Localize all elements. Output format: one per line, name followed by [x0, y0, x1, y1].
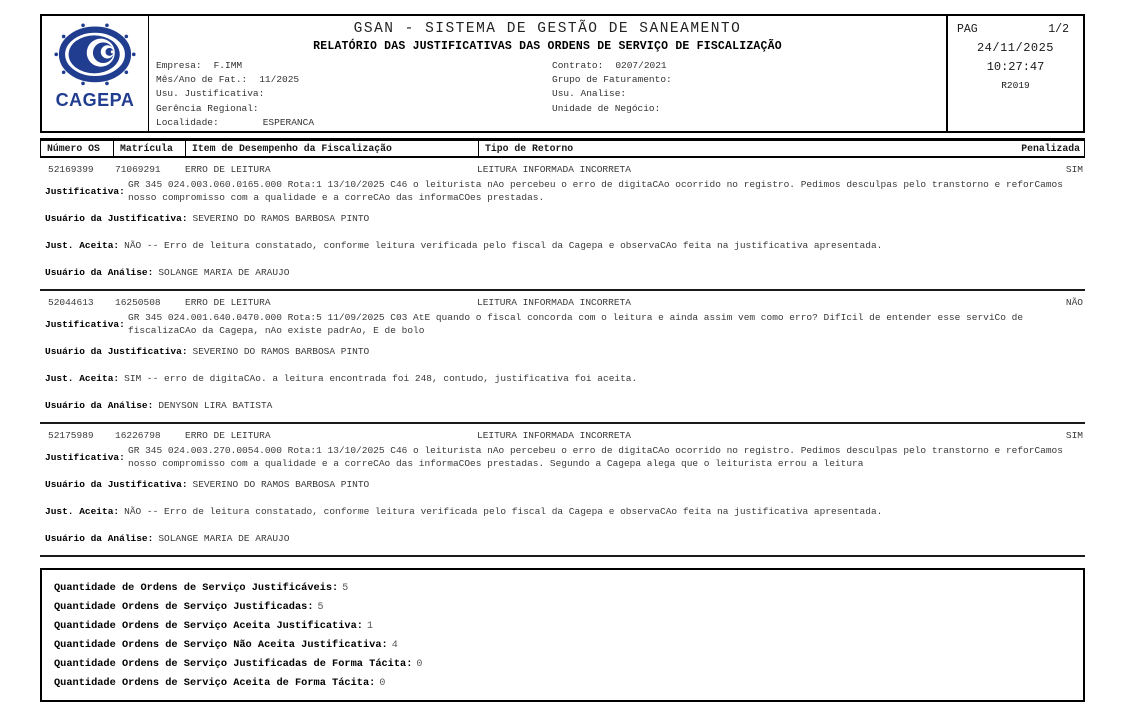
brand-name: CAGEPA — [55, 90, 135, 110]
field-value: F.IMM — [213, 60, 243, 71]
header-fields-left — [156, 59, 552, 130]
just-aceita-line — [45, 373, 1083, 385]
penalizada-value: SIM — [1065, 430, 1083, 441]
summary-value: 0 — [416, 659, 423, 670]
usuario-analise-line — [45, 533, 1083, 545]
report-header — [40, 14, 1085, 133]
record-values-row — [45, 430, 1083, 442]
report-subtitle: RELATÓRIO DAS JUSTIFICATIVAS DAS ORDENS DE SERVIÇO DE FISCALIZAÇÃO — [313, 40, 782, 53]
field-gerencia-regional — [156, 102, 552, 116]
field-localidade — [156, 116, 552, 130]
record-values-row — [45, 297, 1083, 309]
justificativa-text: GR 345 024.003.060.0165.000 Rota:1 13/10/2025 C46 o leiturista nAo percebeu o erro de digitaCAo ocorrido no registro. Pedimos desculpas pelo transtorno e reforCamos nosso compromisso com a qualidade e a correCAo das informaCOes prestadas. — [128, 179, 1063, 203]
service-order-record — [40, 424, 1085, 555]
field-label: Grupo de Faturamento: — [552, 74, 672, 86]
usuario-justificativa-label: Usuário da Justificativa: — [45, 479, 188, 490]
just-aceita-line — [45, 506, 1083, 518]
summary-line — [54, 655, 1071, 674]
summary-label: Quantidade Ordens de Serviço Aceita Justificativa: — [54, 620, 363, 632]
header-center — [149, 16, 946, 131]
summary-line — [54, 579, 1071, 598]
matricula-value: 16226798 — [115, 430, 161, 441]
usuario-justificativa-line — [45, 346, 1083, 358]
column-header-item-desempenho: Item de Desempenho da Fiscalização — [186, 141, 479, 156]
page-number-line — [948, 23, 1083, 36]
field-usu-analise — [552, 87, 684, 101]
service-order-record — [40, 158, 1085, 289]
usuario-analise-line — [45, 267, 1083, 279]
usuario-justificativa-line — [45, 479, 1083, 491]
usuario-justificativa-label: Usuário da Justificativa: — [45, 213, 188, 224]
field-usu-justificativa — [156, 87, 552, 101]
item-desempenho-value: ERRO DE LEITURA — [185, 297, 271, 308]
page-info-box — [946, 16, 1083, 131]
summary-value: 0 — [379, 678, 386, 689]
cagepa-wave-logo-icon — [50, 23, 140, 89]
field-label: Gerência Regional: — [156, 102, 259, 114]
field-label: Usu. Analise: — [552, 88, 627, 100]
field-label: Mês/Ano de Fat.: — [156, 74, 248, 86]
usuario-justificativa-value: SEVERINO DO RAMOS BARBOSA PINTO — [192, 479, 370, 490]
just-aceita-label: Just. Aceita: — [45, 506, 120, 517]
field-label: Localidade: — [156, 116, 219, 128]
report-time: 10:27:47 — [986, 60, 1045, 74]
field-contrato — [552, 59, 684, 73]
just-aceita-line — [45, 240, 1083, 252]
record-values-row — [45, 164, 1083, 176]
summary-label: Quantidade Ordens de Serviço Justificadas de Forma Tácita: — [54, 658, 413, 670]
logo-cell — [42, 16, 149, 131]
header-fields — [149, 59, 946, 130]
table-header-row — [40, 138, 1085, 158]
penalizada-value: SIM — [1065, 164, 1083, 175]
summary-line — [54, 598, 1071, 617]
tipo-retorno-value: LEITURA INFORMADA INCORRETA — [477, 164, 631, 175]
field-value: 0207/2021 — [615, 60, 667, 71]
justificativa-label: Justificativa: — [45, 319, 125, 330]
summary-line — [54, 674, 1071, 693]
matricula-value: 71069291 — [115, 164, 161, 175]
summary-line — [54, 617, 1071, 636]
just-aceita-value: SIM -- erro de digitaCAo. a leitura encontrada foi 248, contudo, justificativa foi aceita. — [124, 373, 638, 384]
pag-label: PAG — [957, 23, 978, 36]
usuario-justificativa-line — [45, 213, 1083, 225]
field-grupo-faturamento — [552, 73, 684, 87]
just-aceita-label: Just. Aceita: — [45, 373, 120, 384]
usuario-analise-label: Usuário da Análise: — [45, 533, 154, 544]
os-number: 52169399 — [48, 164, 94, 175]
summary-line — [54, 636, 1071, 655]
usuario-analise-value: SOLANGE MARIA DE ARAUJO — [158, 533, 290, 544]
record-separator — [40, 555, 1085, 557]
field-label: Empresa: — [156, 60, 202, 71]
field-value: ESPERANCA — [262, 116, 315, 128]
page-title: GSAN - SISTEMA DE GESTÃO DE SANEAMENTO — [353, 21, 742, 37]
field-label: Unidade de Negócio: — [552, 102, 661, 114]
matricula-value: 16250508 — [115, 297, 161, 308]
justificativa-text: GR 345 024.003.270.0054.000 Rota:1 13/10/2025 C46 o leiturista nAo percebeu o erro de digitaCAo ocorrido no registro. Pedimos desculpas pelo transtorno e reforCamos nosso compromisso com a qualidade e a correCAo das informaCOes prestadas. Segundo a Cagepa alega que o leiturista errou a leitura — [128, 445, 1063, 469]
summary-label: Quantidade de Ordens de Serviço Justificáveis: — [54, 582, 339, 594]
justificativa-label: Justificativa: — [45, 186, 125, 197]
column-header-matricula: Matrícula — [114, 141, 186, 156]
field-label: Contrato: — [552, 60, 604, 71]
field-unidade-negocio — [552, 102, 684, 116]
justificativa-label: Justificativa: — [45, 452, 125, 463]
just-aceita-value: NÃO -- Erro de leitura constatado, conforme leitura verificada pelo fiscal da Cagepa e observaCAo feita na justificativa apresentada. — [124, 506, 883, 517]
column-header-penalizada: Penalizada — [1021, 143, 1080, 154]
usuario-justificativa-label: Usuário da Justificativa: — [45, 346, 188, 357]
os-number: 52044613 — [48, 297, 94, 308]
justificativa-row — [45, 179, 1083, 204]
field-value: 11/2025 — [259, 74, 300, 86]
summary-value: 4 — [391, 640, 398, 651]
report-code: R2019 — [1001, 80, 1030, 91]
os-number: 52175989 — [48, 430, 94, 441]
item-desempenho-value: ERRO DE LEITURA — [185, 430, 271, 441]
justificativa-row — [45, 312, 1083, 337]
summary-label: Quantidade Ordens de Serviço Justificadas: — [54, 601, 314, 613]
field-empresa — [156, 59, 552, 73]
summary-label: Quantidade Ordens de Serviço Não Aceita Justificativa: — [54, 639, 388, 651]
summary-label: Quantidade Ordens de Serviço Aceita de Forma Tácita: — [54, 677, 376, 689]
penalizada-value: NÃO — [1065, 297, 1083, 308]
field-label: Usu. Justificativa: — [156, 88, 265, 100]
report-page — [40, 14, 1085, 702]
column-header-numero-os: Número OS — [41, 141, 114, 156]
column-header-tipo-retorno: Tipo de Retorno — [485, 143, 574, 154]
page-number: 1/2 — [1048, 23, 1069, 36]
usuario-analise-value: DENYSON LIRA BATISTA — [158, 400, 273, 411]
usuario-justificativa-value: SEVERINO DO RAMOS BARBOSA PINTO — [192, 213, 370, 224]
report-date: 24/11/2025 — [976, 41, 1054, 55]
usuario-justificativa-value: SEVERINO DO RAMOS BARBOSA PINTO — [192, 346, 370, 357]
justificativa-row — [45, 445, 1083, 470]
summary-box — [40, 568, 1085, 702]
usuario-analise-line — [45, 400, 1083, 412]
summary-value: 5 — [317, 602, 324, 613]
item-desempenho-value: ERRO DE LEITURA — [185, 164, 271, 175]
just-aceita-label: Just. Aceita: — [45, 240, 120, 251]
service-order-record — [40, 291, 1085, 422]
summary-value: 1 — [366, 621, 373, 632]
field-mes-ano — [156, 73, 552, 87]
usuario-analise-value: SOLANGE MARIA DE ARAUJO — [158, 267, 290, 278]
header-fields-right — [552, 59, 684, 130]
summary-value: 5 — [342, 583, 349, 594]
justificativa-text: GR 345 024.001.640.0470.000 Rota:5 11/09/2025 C03 AtE quando o fiscal concorda com o leitura e ainda assim vem como erro? DifIcil de entender esse serviCo de fiscalizaCAo da Cagepa, nAo existe padrAo, E de bolo — [128, 312, 1024, 336]
usuario-analise-label: Usuário da Análise: — [45, 400, 154, 411]
tipo-retorno-value: LEITURA INFORMADA INCORRETA — [477, 297, 631, 308]
just-aceita-value: NÃO -- Erro de leitura constatado, conforme leitura verificada pelo fiscal da Cagepa e observaCAo feita na justificativa apresentada. — [124, 240, 883, 251]
tipo-retorno-value: LEITURA INFORMADA INCORRETA — [477, 430, 631, 441]
usuario-analise-label: Usuário da Análise: — [45, 267, 154, 278]
